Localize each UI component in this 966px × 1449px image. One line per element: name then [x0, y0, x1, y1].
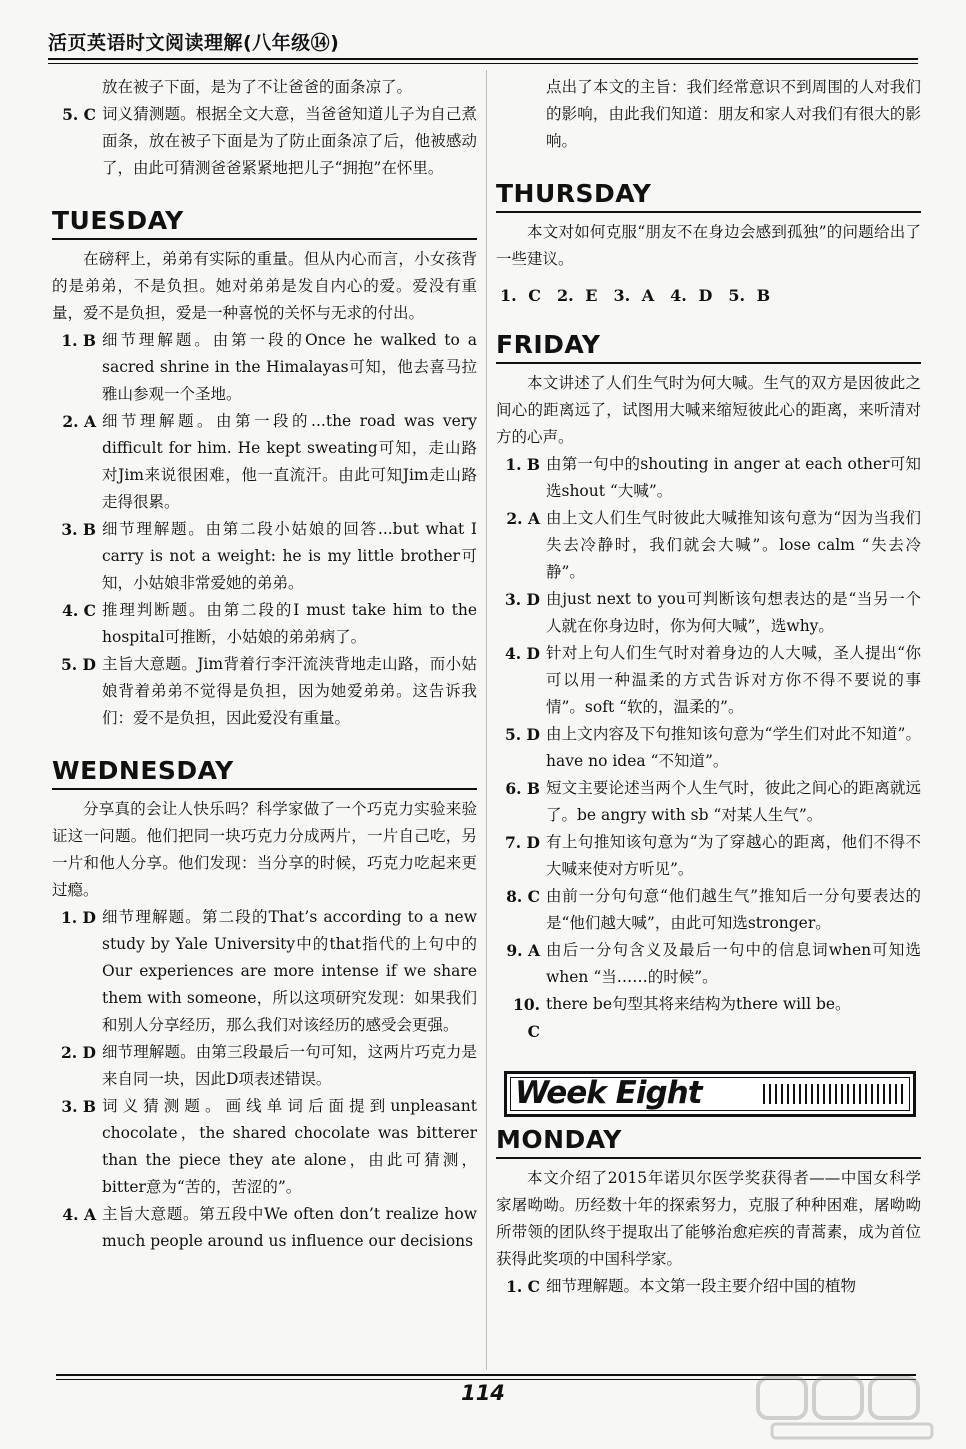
answer-number: 1. B: [505, 455, 540, 474]
answer-item: [52, 904, 477, 1039]
answer-item: [496, 937, 921, 991]
section-summary: 本文介绍了2015年诺贝尔医学奖获得者——中国女科学家屠呦呦。历经数十年的探索努力，克服了种种困难，屠呦呦所带领的团队终于提取出了能够治愈疟疾的青蒿素，成为首位获得此奖项的中国科学家。: [496, 1169, 921, 1268]
answer-number: 3. D: [504, 590, 540, 609]
answer-number: 3. B: [61, 520, 96, 539]
answer-number: 10. C: [513, 995, 540, 1041]
section-monday: [496, 1125, 921, 1159]
answer-item: [52, 1201, 477, 1255]
left-column: [52, 74, 477, 1255]
continued-text: 点出了本文的主旨：我们经常意识不到周围的人对我们的影响，由此我们知道：朋友和家人对我们有很大的影响。: [546, 78, 921, 150]
answer-explanation: 由上文人们生气时彼此大喊推知该句意为“因为当我们失去冷静时，我们就会大喊”。lose calm “失去冷静”。: [546, 509, 921, 581]
answer-explanation: 细节理解题。由第一段的...the road was very difficult for him. He kept sweating可知，走山路对Jim来说很困难，他一直流汗。由此可知Jim走山路走得很累。: [102, 412, 477, 511]
section-title: FRIDAY: [496, 330, 601, 359]
answer-number: 4. A: [62, 1205, 96, 1224]
answer-number: 4. C: [62, 601, 96, 620]
answer-explanation: 由just next to you可判断该句想表达的是“当另一个人就在你身边时，你为何大喊”，选why。: [546, 590, 921, 635]
answer-item: [52, 651, 477, 732]
answer-number: 7. D: [504, 833, 540, 852]
answer-item: [496, 640, 921, 721]
answer-item: [496, 586, 921, 640]
answer-number: 9. A: [506, 941, 540, 960]
answer-explanation: 细节理解题。第二段的That’s according to a new study by Yale University中的that指代的上句中的Our experiences are more intense if we share them with someone，所以这项研究发现：如果我们和别人分享经历，那么我们对该经历的感受会更强。: [102, 908, 477, 1034]
section-summary: 在磅秤上，弟弟有实际的重量。但从内心而言，小女孩背的是弟弟，不是负担。她对弟弟是发自内心的爱。爱没有重量，爱不是负担，爱是一种喜悦的关怀与无求的付出。: [52, 250, 477, 322]
right-column: [496, 74, 921, 1300]
section-wednesday: [52, 756, 477, 790]
answer-number: 1. B: [61, 331, 96, 350]
answer-item: [52, 1093, 477, 1201]
answer-number: 1. C: [506, 1277, 540, 1296]
section-summary: 本文对如何克服“朋友不在身边会感到孤独”的问题给出了一些建议。: [496, 223, 921, 268]
answer-number: 5. D: [504, 725, 540, 744]
section-tuesday: [52, 206, 477, 240]
section-rule: [52, 788, 477, 790]
answer-item: [52, 327, 477, 408]
answer-item: [496, 721, 921, 775]
answer-item: [52, 408, 477, 516]
section-rule: [496, 362, 921, 364]
answer-number: 5. D: [60, 655, 96, 674]
section-title: TUESDAY: [52, 206, 184, 235]
answer-explanation: 细节理解题。由第三段最后一句可知，这两片巧克力是来自同一块，因此D项表述错误。: [102, 1043, 477, 1088]
page-number: 114: [461, 1381, 505, 1405]
page-header-title: 活页英语时文阅读理解(八年级⑭): [48, 32, 340, 54]
watermark-logo: [752, 1372, 952, 1442]
answer-explanation: 由第一句中的shouting in anger at each other可知选shout “大喊”。: [546, 455, 921, 500]
header-rule: [48, 58, 918, 60]
answer-number: 8. C: [506, 887, 540, 906]
answer-explanation: 主旨大意题。Jim背着行李汗流浃背地走山路，而小姑娘背着弟弟不觉得是负担，因为她爱弟弟。这告诉我们：爱不是负担，因此爱没有重量。: [102, 655, 477, 727]
answer-item: [496, 829, 921, 883]
answer-item: [52, 1039, 477, 1093]
section-rule: [496, 1157, 921, 1159]
answer-item: [496, 505, 921, 586]
answer-item: [496, 991, 921, 1045]
answer-item: [52, 597, 477, 651]
section-summary: 分享真的会让人快乐吗？科学家做了一个巧克力实验来验证这一问题。他们把同一块巧克力分成两片，一片自己吃，另一片和他人分享。他们发现：当分享的时候，巧克力吃起来更过瘾。: [52, 800, 477, 899]
answer-number: 6. B: [505, 779, 540, 798]
answer-number: 4. D: [504, 644, 540, 663]
answer-item: [496, 451, 921, 505]
answer-item: [496, 1273, 921, 1300]
answer-explanation: 推理判断题。由第二段的I must take him to the hospital可推断，小姑娘的弟弟病了。: [102, 601, 477, 646]
answer-explanation: there be句型其将来结构为there will be。: [546, 995, 851, 1013]
section-rule: [496, 211, 921, 213]
week-banner: [504, 1071, 916, 1117]
answer-explanation: 针对上句人们生气时对着身边的人大喊，圣人提出“你可以用一种温柔的方式告诉对方你不得不要说的事情”。soft “软的，温柔的”。: [546, 644, 921, 716]
section-title: MONDAY: [496, 1125, 622, 1154]
section-thursday: [496, 179, 921, 213]
answer-explanation: 主旨大意题。第五段中We often don’t realize how much people around us influence our decisions: [102, 1205, 477, 1250]
answer-explanation: 由后一分句含义及最后一句中的信息词when可知选when “当……的时候”。: [546, 941, 921, 986]
continued-text: 放在被子下面，是为了不让爸爸的面条凉了。: [102, 78, 413, 96]
week-title: Week Eight: [515, 1075, 702, 1111]
answer-number: 2. A: [506, 509, 540, 528]
header-rule-thin: [48, 63, 918, 64]
answer-explanation: 词义猜测题。画线单词后面提到unpleasant chocolate，the shared chocolate was bitterer than the piece they ate alone，由此可猜测，bitter意为“苦的，苦涩的”。: [102, 1097, 477, 1196]
section-rule: [52, 238, 477, 240]
answer-explanation: 有上句推知该句意为“为了穿越心的距离，他们不得不大喊来使对方听见”。: [546, 833, 921, 878]
answer-explanation: 短文主要论述当两个人生气时，彼此之间心的距离就远了。be angry with sb “对某人生气”。: [546, 779, 921, 824]
answer-explanation: 词义猜测题。根据全文大意，当爸爸知道儿子为自己煮面条，放在被子下面是为了防止面条凉了后，他被感动了，由此可猜测爸爸紧紧地把儿子“拥抱”在怀里。: [102, 105, 477, 177]
answer-explanation: 细节理解题。由第一段的Once he walked to a sacred shrine in the Himalayas可知，他去喜马拉雅山参观一个圣地。: [102, 331, 477, 403]
answer-number: 2. D: [60, 1043, 96, 1062]
answer-explanation: 细节理解题。由第二段小姑娘的回答...but what I carry is not a weight: he is my little brother可知，小姑娘非常爱她的弟弟。: [102, 520, 477, 592]
section-summary: 本文讲述了人们生气时为何大喊。生气的双方是因彼此之间心的距离远了，试图用大喊来缩短彼此心的距离，来听清对方的心声。: [496, 374, 921, 446]
section-title: WEDNESDAY: [52, 756, 234, 785]
answer-item: [52, 101, 477, 182]
answer-number: 3. B: [61, 1097, 96, 1116]
column-divider: [486, 70, 487, 1370]
answer-explanation: 细节理解题。本文第一段主要介绍中国的植物: [546, 1277, 857, 1295]
section-friday: [496, 330, 921, 364]
answer-key-line: 1. C 2. E 3. A 4. D 5. B: [500, 286, 771, 305]
answer-explanation: 由上文内容及下句推知该句意为“学生们对此不知道”。have no idea “不知道”。: [546, 725, 921, 770]
answer-item: [52, 516, 477, 597]
barcode-decoration: [763, 1084, 903, 1104]
answer-item: [496, 775, 921, 829]
answer-number: 5. C: [62, 105, 96, 124]
answer-item: [496, 883, 921, 937]
answer-number: 1. D: [60, 908, 96, 927]
answer-number: 2. A: [62, 412, 96, 431]
section-title: THURSDAY: [496, 179, 652, 208]
answer-explanation: 由前一分句句意“他们越生气”推知后一分句要表达的是“他们越大喊”，由此可知选stronger。: [546, 887, 921, 932]
